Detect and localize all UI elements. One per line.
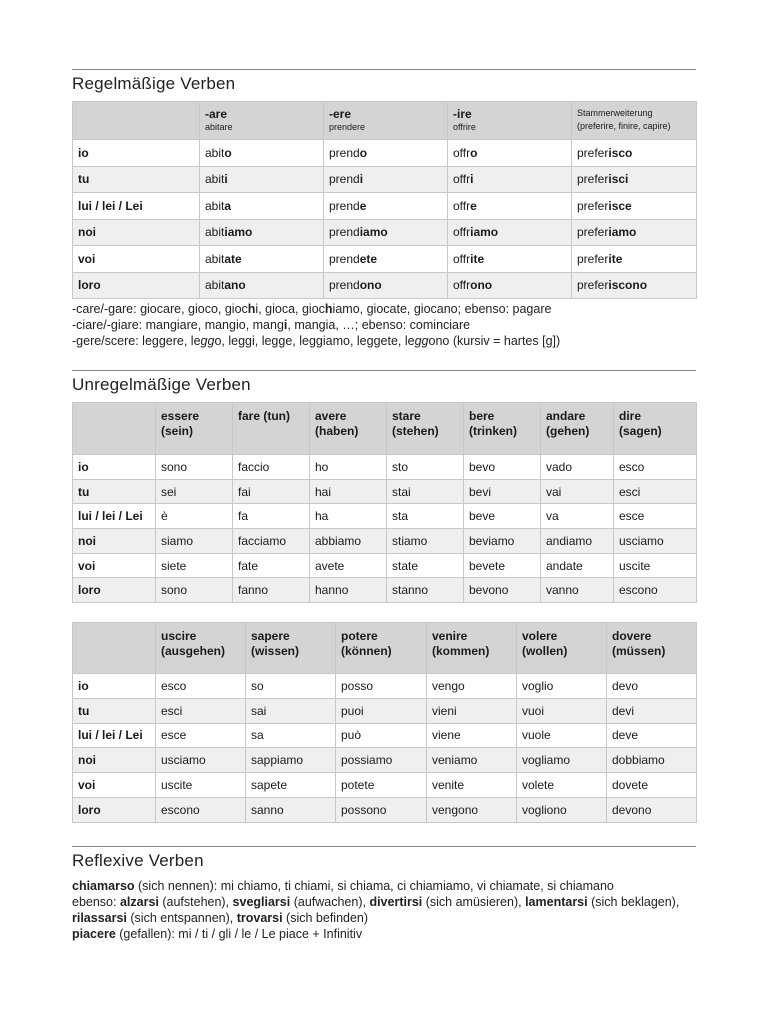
reflexive-gloss: (sich beklagen), [587, 895, 680, 909]
conjugation-cell: escono [614, 578, 697, 603]
conjugation-cell: stai [387, 479, 464, 504]
header-verb [517, 623, 607, 674]
verb-stem: prefer [577, 225, 609, 240]
conjugation-cell: so [246, 674, 336, 699]
conjugation-cell: deve [607, 723, 697, 748]
header-ire: -ire offrire [448, 102, 572, 140]
section-title-reflexive: Reflexive Verben [72, 851, 204, 870]
header-verb [310, 403, 387, 455]
conjugation-cell: esci [156, 698, 246, 723]
person-cell: noi [73, 219, 200, 246]
verb-stem: prefer [577, 278, 609, 293]
conjugation-cell: vado [541, 455, 614, 480]
verb-stem: abit [205, 145, 225, 160]
table-row [73, 748, 697, 773]
verb-ending: isce [608, 198, 632, 213]
verb-stem: prend [329, 145, 360, 160]
conjugation-cell [200, 246, 324, 273]
note-care-gare: -care/-gare: giocare, gioco, giochi, gioca, giochiamo, giocate, giocano; ebenso: pagare [72, 302, 552, 316]
verb-stem: prefer [577, 251, 609, 266]
note-ciare-giare: -ciare/-giare: mangiare, mangio, mangi, mangia, …; ebenso: cominciare [72, 318, 471, 332]
section-title-regular: Regelmäßige Verben [72, 74, 236, 93]
conjugation-cell: siete [156, 553, 233, 578]
verb-ending: ono [470, 278, 493, 293]
verb-stem: abit [205, 198, 225, 213]
reflexive-piacere: piacere (gefallen): mi / ti / gli / le / Le piace + Infinitiv [72, 927, 363, 941]
verb-infinitive: dire [619, 409, 642, 423]
conjugation-cell: vai [541, 479, 614, 504]
verb-stem: prefer [577, 172, 609, 187]
person-cell: lui / lei / Lei [73, 193, 200, 220]
note-gere-scere: -gere/scere: leggere, leggo, leggi, legge, leggiamo, leggete, leggono (kursiv = hartes [g]) [72, 334, 561, 348]
table-row [73, 219, 697, 246]
table-row [73, 674, 697, 699]
reflexive-verb: lamentarsi [525, 895, 588, 909]
conjugation-cell: stanno [387, 578, 464, 603]
verb-ending: ono [359, 278, 382, 293]
verb-stem: offr [453, 225, 471, 240]
header-verb [156, 623, 246, 674]
verb-ending: a [224, 198, 232, 213]
verb-infinitive: dovere [612, 629, 652, 643]
conjugation-cell: devono [607, 797, 697, 822]
regular-verbs-table [72, 101, 697, 299]
verb-stem: offr [453, 172, 471, 187]
conjugation-cell: fa [233, 504, 310, 529]
section-divider [72, 370, 696, 371]
conjugation-cell: siamo [156, 529, 233, 554]
verb-stem: offr [453, 251, 471, 266]
header-verb [336, 623, 427, 674]
verb-stem: offr [453, 278, 471, 293]
conjugation-cell: dobbiamo [607, 748, 697, 773]
verb-infinitive: essere [161, 409, 200, 423]
conjugation-cell: posso [336, 674, 427, 699]
reflexive-examples: ebenso: alzarsi (aufstehen), svegliarsi (aufwachen), divertirsi (sich amüsieren), lamentarsi (sich beklagen), rilassarsi (sich entspannen), trovarsi (sich befinden) [72, 895, 680, 925]
conjugation-cell: fate [233, 553, 310, 578]
verb-ending: iamo [470, 225, 499, 240]
person-cell: tu [73, 479, 156, 504]
person-cell: noi [73, 529, 156, 554]
verb-ending: iamo [608, 225, 637, 240]
conjugation-cell: sto [387, 455, 464, 480]
reflexive-text [72, 878, 702, 942]
conjugation-cell: abbiamo [310, 529, 387, 554]
verb-gloss: (stehen) [392, 424, 439, 438]
conjugation-cell: esco [614, 455, 697, 480]
conjugation-cell: è [156, 504, 233, 529]
verb-ending: iamo [359, 225, 388, 240]
header-verb [246, 623, 336, 674]
conjugation-cell: usciamo [614, 529, 697, 554]
conjugation-cell: sta [387, 504, 464, 529]
verb-ending: isco [608, 145, 633, 160]
person-cell: lui / lei / Lei [73, 723, 156, 748]
table-row [73, 166, 697, 193]
table-row [73, 455, 697, 480]
conjugation-cell: sanno [246, 797, 336, 822]
conjugation-cell [200, 219, 324, 246]
verb-stem: prend [329, 172, 360, 187]
conjugation-cell: dovete [607, 773, 697, 798]
verb-gloss: (ausgehen) [161, 644, 226, 658]
verb-ending: e [470, 198, 477, 213]
conjugation-cell: escono [156, 797, 246, 822]
conjugation-cell: vengo [427, 674, 517, 699]
conjugation-cell: hai [310, 479, 387, 504]
header-verb [233, 403, 310, 455]
conjugation-cell [572, 272, 697, 299]
conjugation-cell [200, 140, 324, 167]
conjugation-cell: devi [607, 698, 697, 723]
reflexive-verb: rilassarsi [72, 911, 127, 925]
reflexive-verb: divertirsi [369, 895, 423, 909]
conjugation-cell: veniamo [427, 748, 517, 773]
person-cell: voi [73, 773, 156, 798]
conjugation-cell: volete [517, 773, 607, 798]
verb-infinitive: venire [432, 629, 468, 643]
table-row [73, 479, 697, 504]
verb-ending: e [359, 198, 367, 213]
conjugation-cell: fai [233, 479, 310, 504]
conjugation-cell: esci [614, 479, 697, 504]
conjugation-cell: fanno [233, 578, 310, 603]
header-stem-extension: Stammerweiterung (preferire, finire, capire) [572, 102, 697, 140]
conjugation-cell [324, 246, 448, 273]
conjugation-cell: puoi [336, 698, 427, 723]
conjugation-cell [324, 166, 448, 193]
verb-infinitive: andare [546, 409, 586, 423]
conjugation-cell: esce [156, 723, 246, 748]
header-verb [427, 623, 517, 674]
conjugation-cell: uscite [614, 553, 697, 578]
header-person [73, 102, 200, 140]
header-ere: -ere prendere [324, 102, 448, 140]
reflexive-gloss: (sich entspannen), [126, 911, 237, 925]
conjugation-cell: viene [427, 723, 517, 748]
table-row [73, 773, 697, 798]
person-cell: lui / lei / Lei [73, 504, 156, 529]
conjugation-cell: avete [310, 553, 387, 578]
irregular-verbs-table-1 [72, 402, 697, 603]
conjugation-cell [200, 272, 324, 299]
verb-stem: abit [205, 172, 225, 187]
verb-ending: ete [359, 251, 378, 266]
conjugation-cell: possono [336, 797, 427, 822]
conjugation-cell: andate [541, 553, 614, 578]
conjugation-cell [572, 219, 697, 246]
conjugation-cell [448, 219, 572, 246]
conjugation-cell [324, 272, 448, 299]
conjugation-cell: sono [156, 455, 233, 480]
reflexive-gloss: (aufstehen), [158, 895, 233, 909]
header-verb [464, 403, 541, 455]
conjugation-cell: sa [246, 723, 336, 748]
conjugation-cell: devo [607, 674, 697, 699]
conjugation-cell: bevono [464, 578, 541, 603]
verb-gloss: (müssen) [612, 644, 666, 658]
verb-ending: o [359, 145, 368, 160]
conjugation-cell: andiamo [541, 529, 614, 554]
verb-gloss: (wissen) [251, 644, 300, 658]
conjugation-cell: beve [464, 504, 541, 529]
reflexive-gloss: (sich amüsieren), [422, 895, 526, 909]
conjugation-cell [448, 193, 572, 220]
verb-infinitive: stare [392, 409, 421, 423]
section-divider [72, 846, 696, 847]
conjugation-cell: vogliamo [517, 748, 607, 773]
table-header-row [73, 403, 697, 455]
conjugation-cell [448, 166, 572, 193]
reflexive-verb: trovarsi [236, 911, 283, 925]
verb-ending: i [224, 172, 228, 187]
table-row [73, 698, 697, 723]
conjugation-cell: facciamo [233, 529, 310, 554]
conjugation-cell [200, 193, 324, 220]
conjugation-cell [448, 246, 572, 273]
table-row [73, 578, 697, 603]
verb-infinitive: uscire [161, 629, 197, 643]
verb-infinitive: avere [315, 409, 347, 423]
verb-ending: i [359, 172, 364, 187]
person-cell: tu [73, 698, 156, 723]
reflexive-gloss: (sich befinden) [282, 911, 369, 925]
conjugation-cell: ho [310, 455, 387, 480]
verb-gloss: (kommen) [432, 644, 490, 658]
conjugation-cell: bevi [464, 479, 541, 504]
header-verb [387, 403, 464, 455]
verb-gloss: (können) [341, 644, 392, 658]
conjugation-cell [448, 140, 572, 167]
table-row [73, 272, 697, 299]
conjugation-cell: state [387, 553, 464, 578]
conjugation-cell: faccio [233, 455, 310, 480]
header-verb [614, 403, 697, 455]
reflexive-verb: svegliarsi [232, 895, 291, 909]
verb-stem: offr [453, 145, 471, 160]
verb-ending: iscono [608, 278, 648, 293]
verb-stem: abit [205, 278, 225, 293]
conjugation-cell: potete [336, 773, 427, 798]
verb-stem: prefer [577, 145, 609, 160]
conjugation-cell: esco [156, 674, 246, 699]
verb-ending: isci [608, 172, 629, 187]
conjugation-cell: bevete [464, 553, 541, 578]
person-cell: io [73, 140, 200, 167]
table-header-row [73, 102, 697, 140]
reflexive-gloss: (aufwachen), [290, 895, 370, 909]
section-title-irregular: Unregelmäßige Verben [72, 375, 251, 394]
table-row [73, 246, 697, 273]
verb-infinitive: volere [522, 629, 558, 643]
verb-stem: prend [329, 225, 360, 240]
verb-stem: prefer [577, 198, 609, 213]
verb-stem: abit [205, 251, 225, 266]
verb-ending: iamo [224, 225, 253, 240]
conjugation-cell: usciamo [156, 748, 246, 773]
conjugation-cell: sono [156, 578, 233, 603]
header-verb [156, 403, 233, 455]
table-row [73, 140, 697, 167]
person-cell: loro [73, 578, 156, 603]
conjugation-cell [448, 272, 572, 299]
conjugation-cell: vieni [427, 698, 517, 723]
verb-ending: ate [224, 251, 242, 266]
person-cell: loro [73, 797, 156, 822]
conjugation-cell: vuole [517, 723, 607, 748]
conjugation-cell: va [541, 504, 614, 529]
conjugation-cell: esce [614, 504, 697, 529]
conjugation-cell [572, 246, 697, 273]
conjugation-cell: vengono [427, 797, 517, 822]
conjugation-cell [324, 219, 448, 246]
conjugation-cell: possiamo [336, 748, 427, 773]
conjugation-cell [200, 166, 324, 193]
conjugation-cell [324, 193, 448, 220]
section-divider [72, 69, 696, 70]
table-row [73, 504, 697, 529]
verb-ending: o [224, 145, 232, 160]
person-cell: noi [73, 748, 156, 773]
verb-ending: ite [608, 251, 623, 266]
verb-infinitive: fare (tun) [238, 409, 290, 423]
conjugation-cell: venite [427, 773, 517, 798]
conjugation-cell: può [336, 723, 427, 748]
verb-gloss: (trinken) [469, 424, 517, 438]
person-cell: voi [73, 246, 200, 273]
header-are: -are abitare [200, 102, 324, 140]
table-row [73, 723, 697, 748]
verb-gloss: (haben) [315, 424, 359, 438]
verb-stem: abit [205, 225, 225, 240]
verb-gloss: (gehen) [546, 424, 590, 438]
conjugation-cell: beviamo [464, 529, 541, 554]
table-row [73, 797, 697, 822]
verb-ending: ite [470, 251, 485, 266]
verb-stem: prend [329, 278, 360, 293]
conjugation-cell: vuoi [517, 698, 607, 723]
table-row [73, 553, 697, 578]
person-cell: io [73, 674, 156, 699]
person-cell: io [73, 455, 156, 480]
conjugation-cell: sei [156, 479, 233, 504]
conjugation-cell: uscite [156, 773, 246, 798]
verb-ending: i [470, 172, 474, 187]
verb-ending: o [470, 145, 478, 160]
header-person [73, 403, 156, 455]
verb-infinitive: sapere [251, 629, 290, 643]
person-cell: voi [73, 553, 156, 578]
table-row [73, 193, 697, 220]
conjugation-cell: hanno [310, 578, 387, 603]
conjugation-cell: sai [246, 698, 336, 723]
conjugation-cell [324, 140, 448, 167]
conjugation-cell: sappiamo [246, 748, 336, 773]
verb-ending: ano [224, 278, 246, 293]
conjugation-cell: bevo [464, 455, 541, 480]
verb-stem: prend [329, 198, 360, 213]
verb-stem: offr [453, 198, 471, 213]
conjugation-cell [572, 193, 697, 220]
regular-notes [72, 301, 712, 349]
header-verb [541, 403, 614, 455]
conjugation-cell [572, 140, 697, 167]
irregular-verbs-table-2 [72, 622, 697, 823]
verb-infinitive: potere [341, 629, 378, 643]
table-header-row [73, 623, 697, 674]
verb-infinitive: bere [469, 409, 495, 423]
conjugation-cell: vogliono [517, 797, 607, 822]
conjugation-cell [572, 166, 697, 193]
reflexive-chiamarsi: chiamarso (sich nennen): mi chiamo, ti chiami, si chiama, ci chiamiamo, vi chiamate, si chiamano [72, 879, 614, 893]
verb-gloss: (wollen) [522, 644, 568, 658]
header-verb [607, 623, 697, 674]
conjugation-cell: stiamo [387, 529, 464, 554]
table-row [73, 529, 697, 554]
header-person [73, 623, 156, 674]
person-cell: loro [73, 272, 200, 299]
conjugation-cell: sapete [246, 773, 336, 798]
conjugation-cell: voglio [517, 674, 607, 699]
verb-gloss: (sein) [161, 424, 194, 438]
reflexive-verb: alzarsi [119, 895, 159, 909]
conjugation-cell: vanno [541, 578, 614, 603]
verb-stem: prend [329, 251, 360, 266]
person-cell: tu [73, 166, 200, 193]
verb-gloss: (sagen) [619, 424, 662, 438]
conjugation-cell: ha [310, 504, 387, 529]
